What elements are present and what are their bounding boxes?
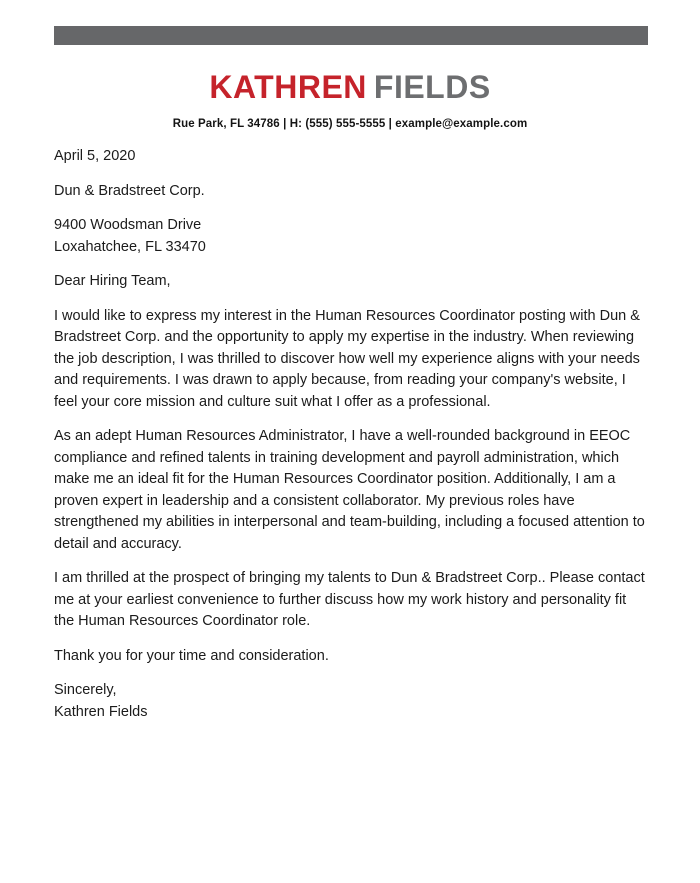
last-name: FIELDS [373, 69, 491, 105]
contact-info: Rue Park, FL 34786 | H: (555) 555-5555 | example@example.com [172, 118, 528, 130]
body-paragraph: I would like to express my interest in the Human Resources Coordinator posting with Dun & Bradstreet Corp. and the opportunity to apply my expertise in the industry. When reviewing the job description, I was thrilled to discover how well my experience aligns with your needs and requirements. I was drawn to apply because, from reading your company's website, I feel your core mission and culture suit what I offer as a professional. [54, 307, 640, 410]
page-title [0, 70, 700, 104]
recipient-line: Dun & Bradstreet Corp. [54, 182, 205, 199]
first-name: KATHREN [209, 69, 367, 105]
address-line: 9400 Woodsman Drive [54, 217, 202, 233]
body-paragraph: As an adept Human Resources Administrator, I have a well-rounded background in EEOC compliance and refined talents in training development and payroll administration, which make me an ideal fit for the Human Resources Coordinator position. Additionally, I am a proven expert in leadership and a consistent collaborator. My previous roles have strengthened my abilities in interpersonal and team-building, including a focused attention to detail and accuracy. [54, 428, 645, 552]
header-accent-bar [54, 26, 648, 45]
thanks-line: Thank you for your time and consideration. [54, 647, 329, 664]
closing-line: Sincerely, [54, 682, 117, 698]
letter-body [54, 146, 648, 736]
address-block [54, 215, 648, 258]
body-paragraph: I am thrilled at the prospect of bringing my talents to Dun & Bradstreet Corp.. Please contact me at your earliest convenience to further discuss how my work history and personality fit the Human Resources Coordinator role. [54, 570, 645, 629]
signature-block [54, 680, 648, 723]
address-line: Loxahatchee, FL 33470 [54, 238, 206, 255]
signature-name: Kathren Fields [54, 703, 148, 720]
salutation: Dear Hiring Team, [54, 273, 171, 289]
date-line: April 5, 2020 [54, 148, 136, 164]
